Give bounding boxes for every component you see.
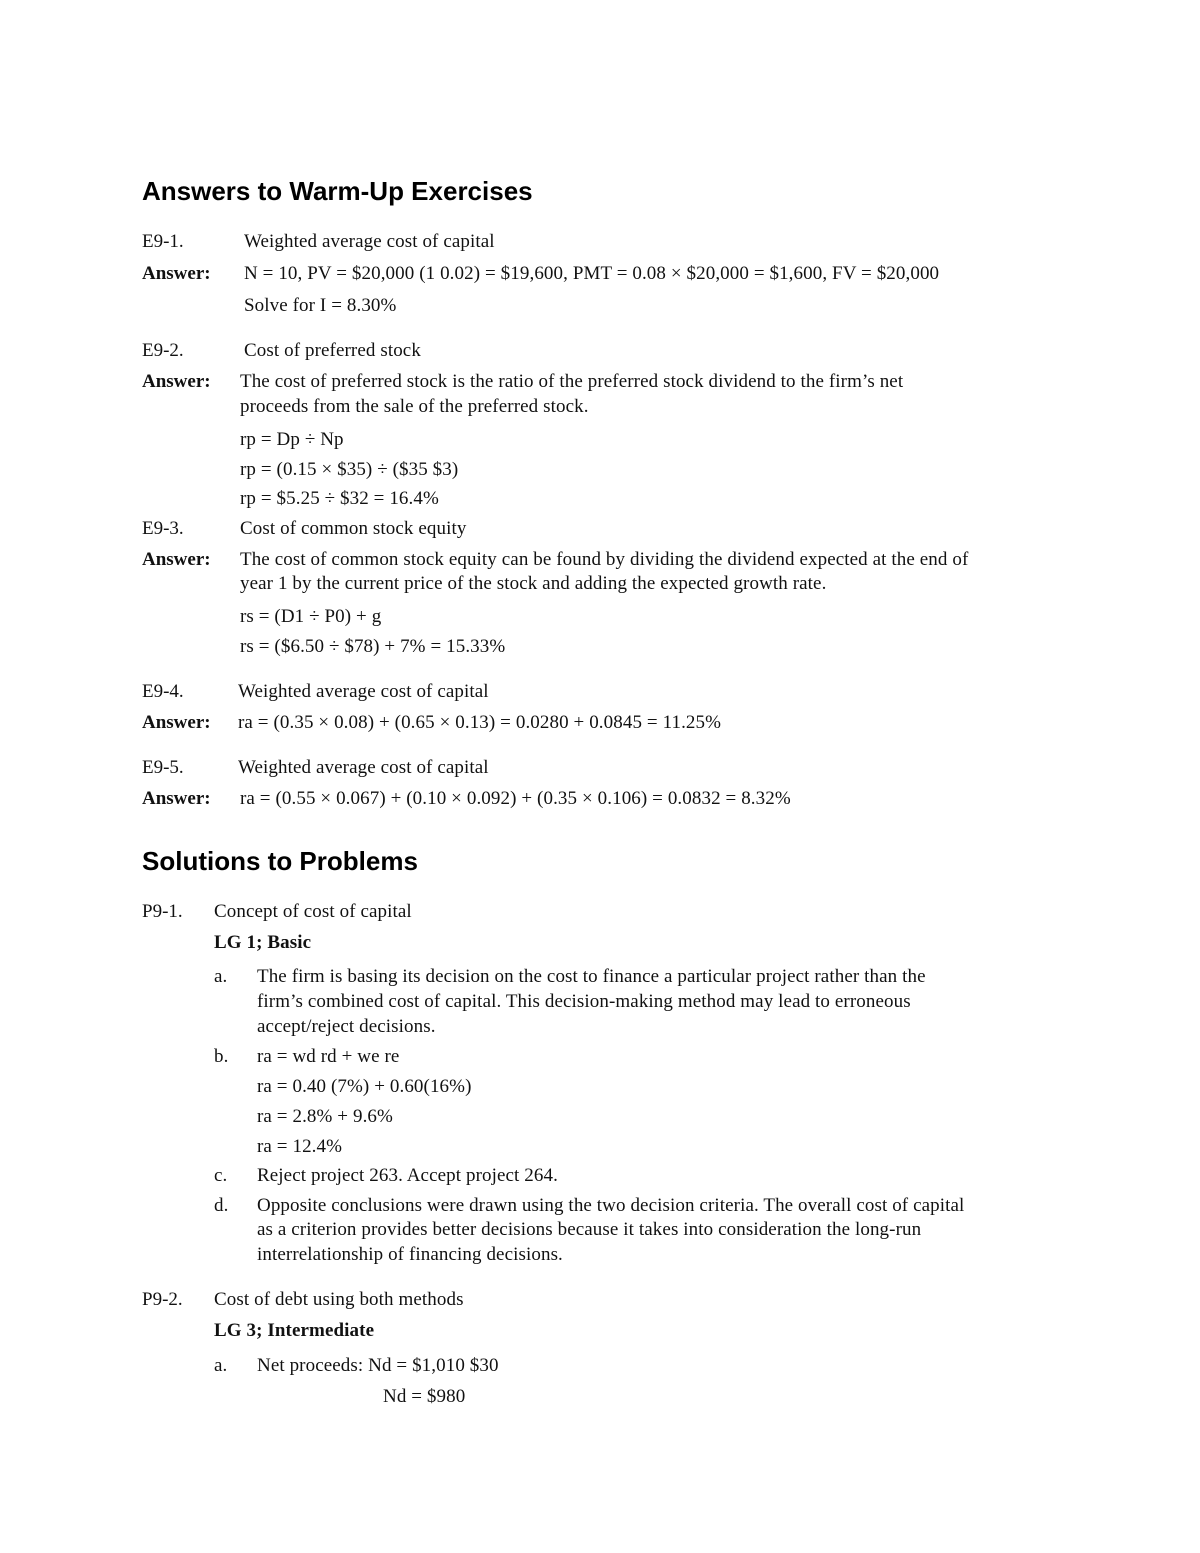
answer-label-e9-5: Answer: bbox=[142, 788, 211, 809]
answer-label-e9-1: Answer: bbox=[142, 263, 211, 284]
formula-e9-2-2: rp = (0.15 × $35) ÷ ($35 $3) bbox=[240, 459, 459, 480]
item-text-p9-1-a-3: accept/reject decisions. bbox=[257, 1016, 436, 1037]
formula-p9-1-b-3: ra = 2.8% + 9.6% bbox=[257, 1106, 393, 1127]
item-text-p9-1-d-1: Opposite conclusions were drawn using the two decision criteria. The overall cost of capital bbox=[257, 1195, 965, 1216]
problem-label-p9-2: P9-2. bbox=[142, 1289, 183, 1310]
item-marker-p9-1-a: a. bbox=[214, 966, 228, 987]
answer-line-e9-1-1: N = 10, PV = $20,000 (1 0.02) = $19,600, PMT = 0.08 × $20,000 = $1,600, FV = $20,000 bbox=[244, 263, 940, 284]
item-marker-p9-1-d: d. bbox=[214, 1195, 229, 1216]
formula-p9-1-b-4: ra = 12.4% bbox=[257, 1136, 343, 1157]
exercise-title-e9-3: Cost of common stock equity bbox=[240, 518, 467, 539]
exercise-title-e9-5: Weighted average cost of capital bbox=[238, 757, 489, 778]
formula-e9-2-3: rp = $5.25 ÷ $32 = 16.4% bbox=[240, 488, 439, 509]
exercise-label-e9-2: E9-2. bbox=[142, 340, 184, 361]
item-text-p9-1-d-3: interrelationship of financing decisions. bbox=[257, 1244, 563, 1265]
exercise-label-e9-1: E9-1. bbox=[142, 231, 184, 252]
exercise-label-e9-5: E9-5. bbox=[142, 757, 184, 778]
formula-e9-3-2: rs = ($6.50 ÷ $78) + 7% = 15.33% bbox=[240, 636, 506, 657]
problem-title-p9-1: Concept of cost of capital bbox=[214, 901, 412, 922]
problem-title-p9-2: Cost of debt using both methods bbox=[214, 1289, 464, 1310]
exercise-title-e9-4: Weighted average cost of capital bbox=[238, 681, 489, 702]
item-text-p9-1-a-2: firm’s combined cost of capital. This decision-making method may lead to erroneous bbox=[257, 991, 911, 1012]
formula-p9-2-a-1: Net proceeds: Nd = $1,010 $30 bbox=[257, 1355, 499, 1376]
warmup-heading: Answers to Warm-Up Exercises bbox=[142, 176, 533, 206]
exercise-label-e9-4: E9-4. bbox=[142, 681, 184, 702]
exercise-title-e9-1: Weighted average cost of capital bbox=[244, 231, 495, 252]
formula-e9-4-1: ra = (0.35 × 0.08) + (0.65 × 0.13) = 0.0280 + 0.0845 = 11.25% bbox=[238, 712, 722, 733]
problem-level-p9-1: LG 1; Basic bbox=[214, 932, 312, 953]
answer-label-e9-2: Answer: bbox=[142, 371, 211, 392]
formula-e9-2-1: rp = Dp ÷ Np bbox=[240, 429, 344, 450]
item-marker-p9-1-b: b. bbox=[214, 1046, 229, 1067]
formula-p9-2-a-2: Nd = $980 bbox=[383, 1386, 466, 1407]
problem-label-p9-1: P9-1. bbox=[142, 901, 183, 922]
item-text-p9-1-d-2: as a criterion provides better decisions because it takes into consideration the long-run bbox=[257, 1219, 922, 1240]
item-marker-p9-1-c: c. bbox=[214, 1165, 228, 1186]
formula-e9-3-1: rs = (D1 ÷ P0) + g bbox=[240, 606, 382, 627]
formula-p9-1-b-1: ra = wd rd + we re bbox=[257, 1046, 400, 1067]
exercise-title-e9-2: Cost of preferred stock bbox=[244, 340, 421, 361]
problems-heading: Solutions to Problems bbox=[142, 846, 418, 876]
answer-label-e9-4: Answer: bbox=[142, 712, 211, 733]
answer-line-e9-1-2: Solve for I = 8.30% bbox=[244, 295, 397, 316]
answer-text-e9-2-2: proceeds from the sale of the preferred stock. bbox=[240, 396, 589, 417]
problem-level-p9-2: LG 3; Intermediate bbox=[214, 1320, 375, 1341]
item-marker-p9-2-a: a. bbox=[214, 1355, 228, 1376]
answer-label-e9-3: Answer: bbox=[142, 549, 211, 570]
exercise-label-e9-3: E9-3. bbox=[142, 518, 184, 539]
answer-text-e9-3-2: year 1 by the current price of the stock and adding the expected growth rate. bbox=[240, 573, 827, 594]
formula-e9-5-1: ra = (0.55 × 0.067) + (0.10 × 0.092) + (0.35 × 0.106) = 0.0832 = 8.32% bbox=[240, 788, 791, 809]
item-text-p9-1-a-1: The firm is basing its decision on the cost to finance a particular project rather than the bbox=[257, 966, 926, 987]
formula-p9-1-b-2: ra = 0.40 (7%) + 0.60(16%) bbox=[257, 1076, 472, 1097]
answer-text-e9-3-1: The cost of common stock equity can be found by dividing the dividend expected at the end of bbox=[240, 549, 969, 570]
answer-text-e9-2-1: The cost of preferred stock is the ratio of the preferred stock dividend to the firm’s net bbox=[240, 371, 904, 392]
item-text-p9-1-c-1: Reject project 263. Accept project 264. bbox=[257, 1165, 558, 1186]
